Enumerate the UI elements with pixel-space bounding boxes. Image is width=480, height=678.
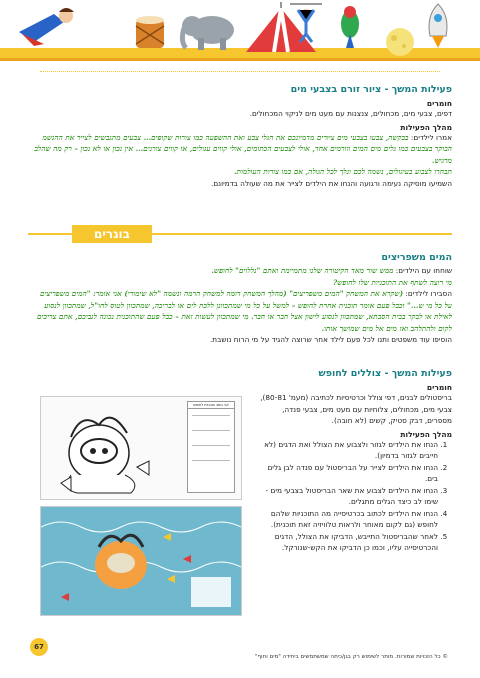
diver-coloring-image (40, 396, 242, 500)
section-title: פעילות המשך - צוללים לחופש (318, 368, 452, 379)
process-title: מהלך הפעילות (400, 122, 452, 132)
process-title: מהלך הפעילות (400, 429, 452, 439)
intro-text: הסבירו לילדים: (405, 289, 452, 298)
closing-text: הוסיפו עוד משפטים ותנו לכל פעם לילד אחר שרוצה להגיד על מי הרוח נושבת. (209, 335, 452, 344)
age-divider (28, 229, 452, 239)
card-line (192, 460, 230, 469)
copyright-text: © כל הזכויות שמורות. מותר לשימוש רק בגן/כיתה שמשתמשים ביחידה "מים וחוף" (254, 654, 448, 660)
quote-text: בבקשה, צבעו בצבעי מים ציורים מדמיונכם את הגלי צבע ואת ההשפעה כמו צורות שקופים... צבעים מתגבשים לצייר את ההגשמ הבוקר בצבעים כמו גלים מים המים וזורמים אחד, אולי לצבעים הכתומים, אולי קווים עגולים, או קווים צורנים... אין נכון או לא נכון – רק מה שהלב מרגיש. (34, 132, 452, 165)
list-item: 4. הנחו את הילדים לכתוב בכרטיסייה מה התוכניות שלהם לחופש (גם לקום מאוחר ולראות טלוויזיה זאת תוכנית). (256, 508, 438, 531)
section-watercolor (32, 84, 452, 189)
section-divers (256, 368, 452, 554)
process-text (32, 132, 452, 167)
intro-text: אמרו לילדים: (410, 132, 452, 142)
rocket-icon (418, 2, 458, 50)
banner-stripe-dark (0, 58, 480, 61)
craft-illustration (41, 507, 241, 615)
parrot-icon (332, 4, 368, 48)
steps-list (256, 439, 452, 554)
card-header: אני כותב תוכניות לחופש (188, 402, 234, 409)
list-item: 1. הנחו את הילדים לגזור ולצבוע את הצולל ואת הדגים (לא חייבים לגזור בדמיון). (256, 439, 438, 462)
materials-text: דפים, צבעי מים, מכחולים, צנצנות עם מעט מים לניקוי המכחולים. (249, 109, 452, 118)
top-divider (40, 71, 440, 72)
closing-text: השמיעו מוסיקה נעימה ורגועה והנחו את הילדים לצייר את מה שעולה בדמיונם. (211, 178, 452, 188)
card-line (192, 415, 230, 424)
elephant-icon (178, 8, 240, 52)
section-title: המים משפריצים (381, 252, 452, 263)
intro-text: שוחחו עם הילדים: (395, 266, 452, 275)
list-item: 2. הנחו את הילדים לצייר על הבריסטול עם פנדה לבן גלים בים. (256, 462, 438, 485)
quote-text: ממש שור מאד הקיטורה שלנו מתמיימת ואתם "נללוים" לחופש. (211, 266, 394, 275)
materials-title: חומרים (426, 99, 452, 108)
section-splash (32, 252, 452, 346)
card-line (192, 445, 230, 454)
finished-craft-image (40, 506, 242, 616)
superhero-icon (14, 2, 84, 48)
age-tag: בוגרים (72, 225, 152, 243)
discussion-text (32, 265, 452, 277)
card-line (192, 430, 230, 439)
acrobat-icon (286, 0, 326, 44)
section-title: פעילות המשך - ציור זורם בצבעי מים (290, 84, 452, 95)
explain-text (32, 288, 452, 334)
writing-card (187, 401, 235, 493)
drum-icon (132, 14, 168, 52)
quote-text-2: תבחרו לצבוע בעיגולים, נשמה לכם ונלך לכל הגולה, אם כמו צורות העולמות. (234, 167, 452, 176)
moon-icon (384, 26, 416, 58)
question-text: מי רוצה לשתף את התוכניות שלו לחופש? (332, 277, 452, 287)
header-banner (0, 0, 480, 62)
list-item: 3. הנחו את הילדים לצבוע את שאר הבריסטול בצבעי מים - שימו לב כיצד הגלים מתגלים. (256, 485, 438, 508)
page-number: 67 (30, 638, 48, 656)
materials-title: חומרים (426, 383, 452, 392)
list-item: 5. לאחר שהבריסטול התייבש, הדביקו את הצולל, הדגים והכרטיסייה עליו, וכמו כן הדביקו את הקש-שנורקל. (256, 531, 438, 554)
game-explanation: (שקרא את המשחק "המים משפריצים" (מהלך המשחק דומה למשחק הרמה ונשמה "לא שימורי) אני אומר: "המים משפריצים על כל מי ש..." וכבל פעם אומר תוכנית אחרת לחופש – למשל על כל מי שמתכוונן ללכת לים או לבריכה, שמתכוון לטוס לחו"ל, שמתכוון לנסוע לאילת או לבקר בבית הסבתא, שמתכוון לנסוע לישון אצל חבר או חבר. מי שמתכוון לעשות זאת – כבל פעם שהתוכנית נכונה לגביכם, אתם צריכים לקום ולהתלהב ואז מים אל מים שמושך אותו. (37, 289, 452, 333)
materials-text: בריסטולים לבנים, דפי צולל וכרטיסיות לכתיבה (מעמ' 80-81), צבעי מים, מכחולים, צלוחיות עם מעט מים, צבעי פנדה, מספרים, דבק סטיק, קשים (לא חובה). (260, 393, 452, 425)
